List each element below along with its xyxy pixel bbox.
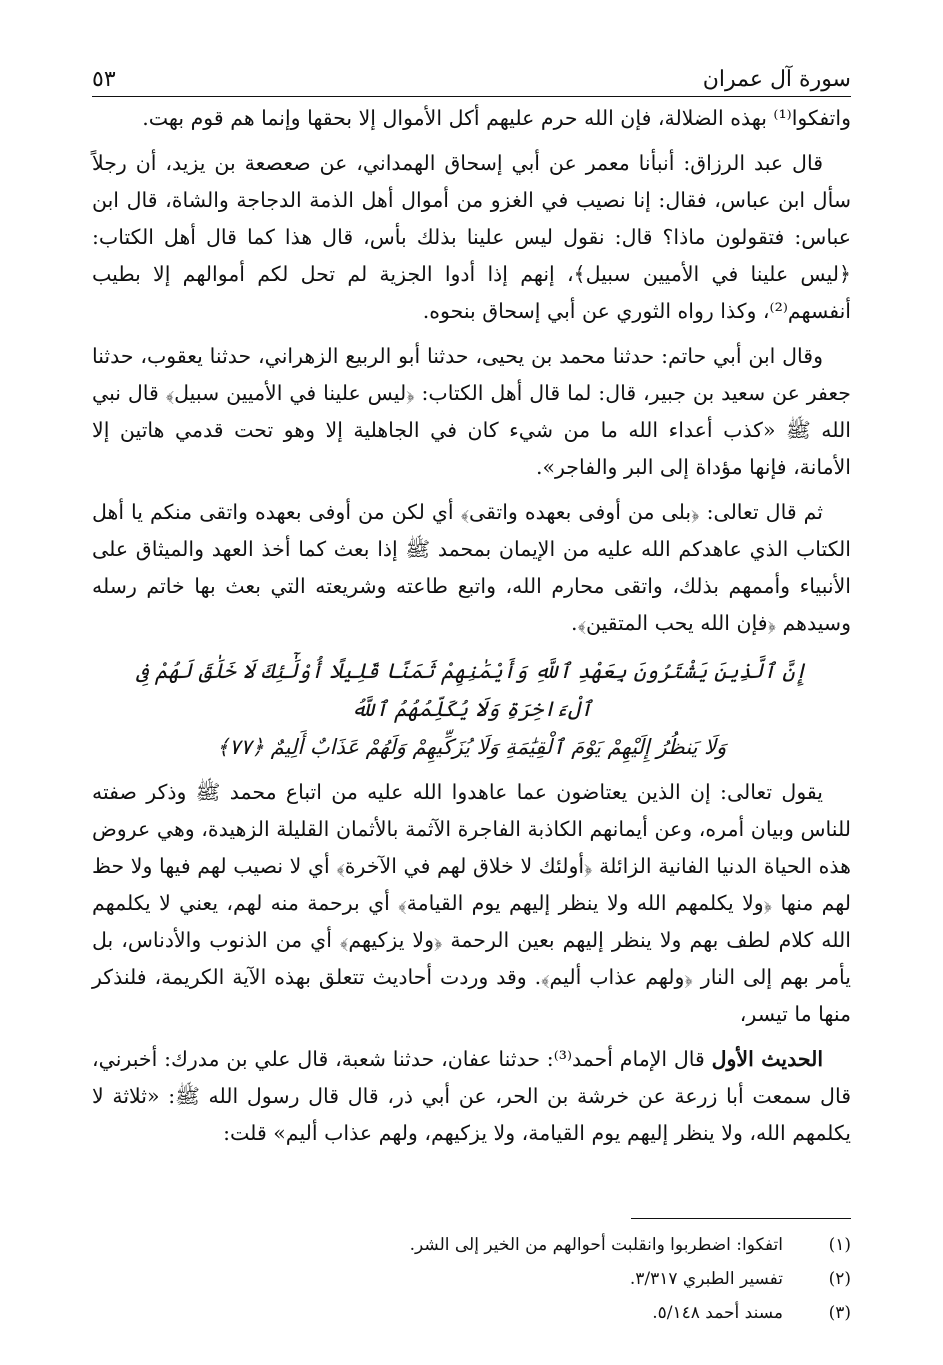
footnote [92, 1262, 851, 1296]
footnote-number: (٣) [828, 1303, 851, 1323]
verse-line: وَلَا يَنظُرُ إِلَيْهِمْ يَوْمَ ٱلْقِيَٰمَةِ وَلَا يُزَكِّيهِمْ وَلَهُمْ عَذَابٌ أَلِيمٌ ﴿٧٧﴾ [216, 735, 727, 759]
paragraph: ثم قال تعالى: ﴿بلى من أوفى بعهده واتقى﴾ أي لكن من أوفى بعهده واتقى منكم يا أهل الكتاب الذي عاهدكم الله عليه من الإيمان بمحمد ﷺ إذا بعث كما أخذ العهد والميثاق على الأنبياء وأممهم بذلك، واتقى محارم الله، واتبع طاعته وشريعته التي بعث بها خاتم رسله وسيدهم ﴿فإن الله يحب المتقين﴾. [92, 500, 851, 635]
verse-line: إِنَّ ٱلَّذِينَ يَشْتَرُونَ بِعَهْدِ ٱللَّهِ وَأَيْمَٰنِهِمْ ثَمَنًا قَلِيلًا أُوْلَٰٓئِكَ لَا خَلَٰقَ لَهُمْ فِى ٱلْءَاخِرَةِ وَلَا يُكَلِّمُهُمُ ٱللَّهُ [136, 659, 807, 721]
paragraph: واتفكوا⁽¹⁾ بهذه الضلالة، فإن الله حرم عليهم أكل الأموال إلا بحقها وإنما هم قوم بهت. [142, 106, 851, 130]
footnote-number: (١) [828, 1235, 851, 1255]
footnote-rule [631, 1218, 851, 1219]
footnote-text: تفسير الطبري ٣/٣١٧. [629, 1269, 783, 1289]
hadith-paragraph [92, 1041, 851, 1152]
paragraph: قال عبد الرزاق: أنبأنا معمر عن أبي إسحاق الهمداني، عن صعصعة بن يزيد، أن رجلاً سأل ابن عباس، فقال: إنا نصيب في الغزو من أموال أهل الذمة الدجاجة والشاة، قال ابن عباس: فتقولون ماذا؟ قال: نقول ليس علينا بذلك بأس، قال هذا كما قال أهل الكتاب: ﴿ليس علينا في الأميين سبيل﴾، إنهم إذا أدوا الجزية لم تحل لكم أموالهم إلا بطيب أنفسهم⁽²⁾، وكذا رواه الثوري عن أبي إسحاق بنحوه. [92, 151, 851, 323]
paragraph: وقال ابن أبي حاتم: حدثنا محمد بن يحيى، حدثنا أبو الربيع الزهراني، حدثنا يعقوب، حدثنا جعفر عن سعيد بن جبير، قال: لما قال أهل الكتاب: ﴿ليس علينا في الأميين سبيل﴾ قال نبي الله ﷺ «كذب أعداء الله ما من شيء كان في الجاهلية إلا وهو تحت قدمي هاتين إلا الأمانة، فإنها مؤداة إلى البر والفاجر». [92, 344, 851, 479]
hadith-text: قال الإمام أحمد⁽³⁾: حدثنا عفان، حدثنا شعبة، قال علي بن مدرك: أخبرني، قال سمعت أبا زرعة عن خرشة بن الحر، عن أبي ذر، قال قال رسول الله ﷺ: «ثلاثة لا يكلمهم الله، ولا ينظر إليهم يوم القيامة، ولا يزكيهم، ولهم عذاب أليم» قلت: [92, 1047, 851, 1145]
hadith-heading: الحديث الأول [711, 1047, 824, 1071]
header-rule [92, 96, 851, 97]
paragraph: يقول تعالى: إن الذين يعتاضون عما عاهدوا الله عليه من اتباع محمد ﷺ وذكر صفته للناس وبيان أمره، وعن أيمانهم الكاذبة الفاجرة الآثمة بالأثمان القليلة الزهيدة، وهي عروض هذه الحياة الدنيا الفانية الزائلة ﴿أولئك لا خلاق لهم في الآخرة﴾ أي لا نصيب لهم فيها ولا حظ لهم منها ﴿ولا يكلمهم الله ولا ينظر إليهم يوم القيامة﴾ أي برحمة منه لهم، يعني لا يكلمهم الله كلام لطف بهم ولا ينظر إليهم بعين الرحمة ﴿ولا يزكيهم﴾ أي من الذنوب والأدناس، بل يأمر بهم إلى النار ﴿ولهم عذاب أليم﴾. وقد وردت أحاديث تتعلق بهذه الآية الكريمة، فلنذكر منها ما تيسر، [92, 780, 851, 1026]
page-number: ٥٣ [92, 67, 116, 92]
footnote [92, 1296, 851, 1330]
surah-title: سورة آل عمران [702, 67, 851, 92]
footnote [92, 1228, 851, 1262]
quran-verse [92, 652, 851, 766]
footnote-text: مسند أحمد ٥/١٤٨. [652, 1303, 783, 1323]
footnotes [92, 1228, 851, 1330]
footnote-text: اتفكوا: اضطربوا وانقلبت أحوالهم من الخير إلى الشر. [409, 1235, 783, 1255]
main-text [92, 100, 851, 1160]
running-header [92, 58, 851, 92]
footnote-number: (٢) [828, 1269, 851, 1289]
